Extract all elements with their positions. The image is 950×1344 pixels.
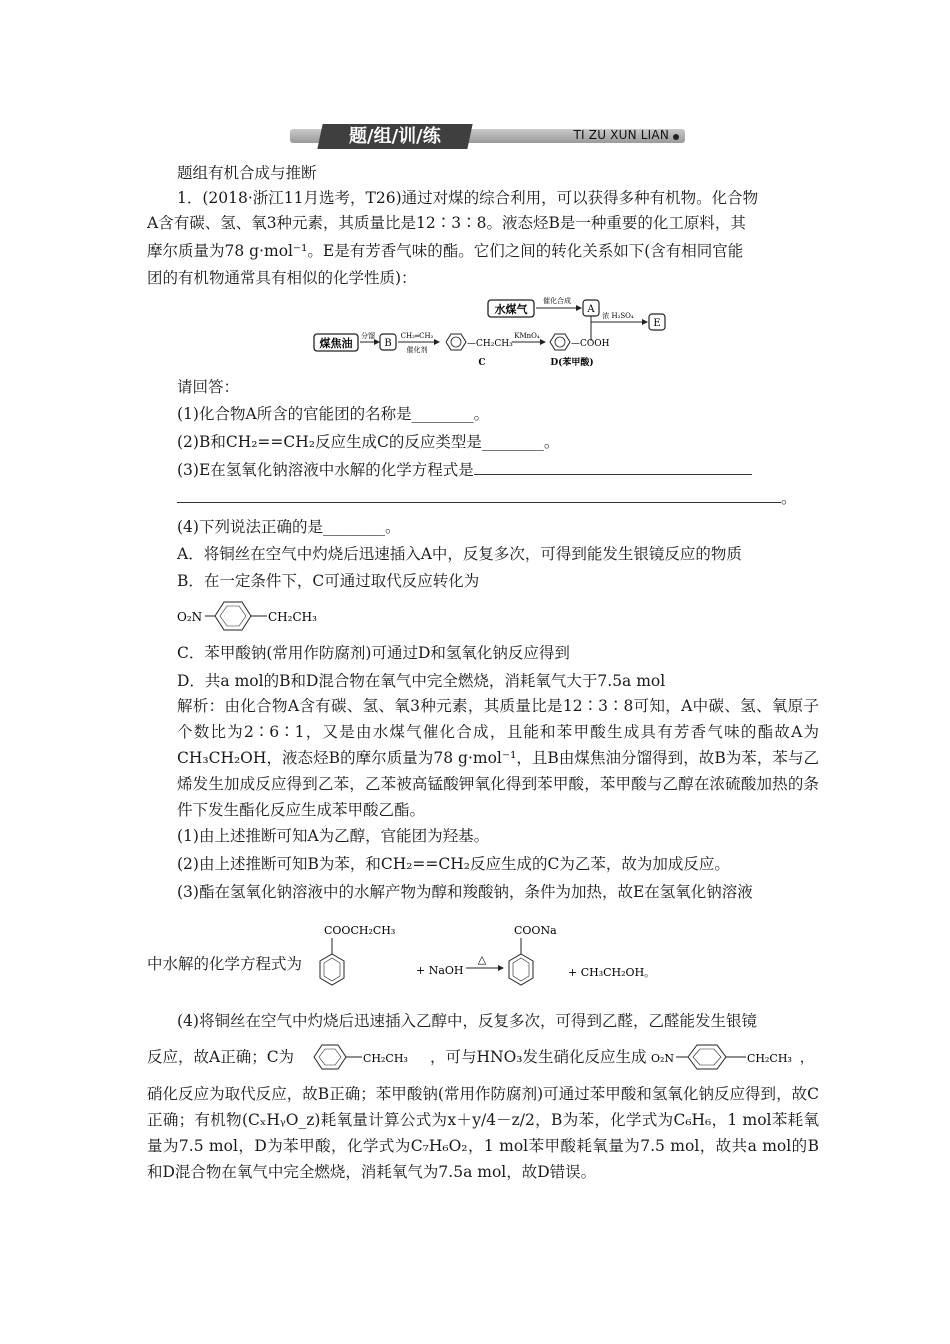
analysis-eq-prefix: 中水解的化学方程式为 <box>147 955 303 973</box>
ethyl-group-label: —CH₂CH₃ <box>467 339 513 349</box>
B-label: B <box>384 338 392 349</box>
ethyl-label: CH₂CH₃ <box>363 1052 408 1065</box>
cooh-label: —COOH <box>571 339 610 349</box>
A-label: A <box>587 304 595 315</box>
benzene-ring-icon <box>446 334 466 350</box>
benzene-inner-ring <box>319 1049 341 1065</box>
option-d: D．共a mol的B和D混合物在氧气中完全燃烧，消耗氧气大于7.5a mol <box>177 672 666 690</box>
q1-sub3-blank-2 <box>177 488 781 503</box>
E-label: E <box>653 318 661 329</box>
q1-sub3 <box>177 460 752 480</box>
option-b: B．在一定条件下，C可通过取代反应转化为 <box>177 572 480 590</box>
q1-sub3-blank <box>474 460 752 475</box>
q1-stem-line-4: 团的有机物通常具有相似的化学性质)： <box>147 269 417 287</box>
benzene-inner-ring <box>693 1049 721 1065</box>
catalytic-synthesis-label: 催化合成 <box>543 297 571 305</box>
kmno4-label: KMnO₄ <box>514 332 540 340</box>
comma: ， <box>800 1051 814 1066</box>
analysis-para-1-text: 解析：由化合物A含有碳、氢、氧3种元素，其质量比是12∶3∶8可知，A中碳、氢、氧原子个数比为2∶6∶1，又是由水煤气催化合成，且能和苯甲酸生成具有芳香气味的酯故A为CH₃CH₂OH，液态烃B的摩尔质量为78 g·mol⁻¹，且B由煤焦油分馏得到，故B为苯，苯与乙烯发生加成反应得到乙苯，乙苯被高锰酸钾氧化得到苯甲酸，苯甲酸与乙醇在浓硫酸加热的条件下发生酯化反应生成苯甲酸乙酯。 <box>177 697 819 819</box>
coal-tar-label: 煤焦油 <box>319 337 353 350</box>
analysis-p4-line1: (4)将铜丝在空气中灼烧后迅速插入乙醇中，反复多次，可得到乙醛，乙醛能发生银镜 <box>177 1012 757 1030</box>
analysis-p1: (1)由上述推断可知A为乙醇，官能团为羟基。 <box>177 827 490 845</box>
banner-title: 题/组/训/练 <box>349 126 441 147</box>
banner-title-box <box>317 124 472 149</box>
benzene-ring-icon <box>320 954 344 985</box>
ethyl-label: CH₂CH₃ <box>747 1052 792 1065</box>
q1-sub4: (4)下列说法正确的是________。 <box>177 518 401 536</box>
C-compound-label: C <box>478 358 486 368</box>
catalyst-label: 催化剂 <box>406 346 428 354</box>
conc-h2so4-label: 浓 H₂SO₄ <box>602 312 634 320</box>
arrowhead-icon <box>434 339 440 345</box>
hydrolysis-equation <box>308 916 708 1000</box>
o2n-label: O₂N <box>177 610 203 624</box>
benzene-ring-icon <box>509 954 533 985</box>
analysis-p4-line2-a: 反应，故A正确；C为 <box>147 1048 295 1066</box>
nitro-ethylbenzene-inline <box>650 1042 815 1072</box>
heat-symbol: △ <box>477 953 487 966</box>
o2n-label: O₂N <box>651 1052 675 1065</box>
arrowhead-icon <box>498 965 504 971</box>
ester-substituent: COOCH₂CH₃ <box>324 924 396 937</box>
nitro-ethylbenzene-structure <box>175 598 345 634</box>
ethylbenzene-inline <box>310 1042 430 1072</box>
benzene-ring-circle <box>555 337 565 347</box>
arrowhead-icon <box>540 339 546 345</box>
analysis-p4-rest: 硝化反应为取代反应，故B正确；苯甲酸钠(常用作防腐剂)可通过苯甲酸和氢氧化钠反应得到，故C正确；有机物(CₓHᵧO_z)耗氧量计算公式为x＋y/4－z/2，B为苯，化学式为C₆H₆，1 mol苯耗氧量为7.5 mol，D为苯甲酸，化学式为C₇H₆O₂，1 mol苯甲酸耗氧量为7.5 mol，故共a mol的B和D混合物在氧气中完全燃烧，消耗氧气为7.5a mol，故D错误。 <box>147 1085 819 1181</box>
option-c: C．苯甲酸钠(常用作防腐剂)可通过D和氢氧化钠反应得到 <box>177 644 570 662</box>
salt-substituent: COONa <box>514 924 557 937</box>
q1-sub3-line2 <box>177 488 797 508</box>
analysis-p3: (3)酯在氢氧化钠溶液中的水解产物为醇和羧酸钠，条件为加热，故E在氢氧化钠溶液 <box>177 883 753 901</box>
fractionation-label: 分馏 <box>361 332 375 340</box>
q1-stem-line-2: A含有碳、氢、氧3种元素，其质量比是12∶3∶8。液态烃B是一种重要的化工原料，其 <box>147 214 746 232</box>
benzene-ring-icon <box>688 1045 726 1069</box>
banner-subtitle: TI ZU XUN LIAN <box>573 128 669 142</box>
option-a: A．将铜丝在空气中灼烧后迅速插入A中，反复多次，可得到能发生银镜反应的物质 <box>177 545 742 563</box>
benzene-inner-ring <box>324 958 340 981</box>
arrowhead-icon <box>642 319 648 325</box>
plus-naoh: + NaOH <box>416 964 464 977</box>
q1-sub2: (2)B和CH₂==CH₂反应生成C的反应类型是________。 <box>177 433 560 451</box>
q1-stem-line-1: 1．(2018·浙江11月选考，T26)通过对煤的综合利用，可以获得多种有机物。化合物 <box>177 189 759 207</box>
water-gas-label: 水煤气 <box>494 303 528 316</box>
q1-sub1: (1)化合物A所含的官能团的名称是________。 <box>177 405 490 423</box>
analysis-p4-line2-b: ，可与HNO₃发生硝化反应生成 <box>430 1048 647 1066</box>
section-title: 题组有机合成与推断 <box>177 164 317 182</box>
q1-stem-line-3: 摩尔质量为78 g·mol⁻¹。E是有芳香气味的酯。它们之间的转化关系如下(含有相同官能 <box>147 242 744 260</box>
arrowhead-icon <box>576 305 582 311</box>
section-banner <box>290 124 685 149</box>
q1-prompt: 请回答： <box>177 378 240 396</box>
q1-sub3-text: (3)E在氢氧化钠溶液中水解的化学方程式是 <box>177 461 474 479</box>
banner-dot-icon <box>673 134 679 140</box>
benzene-inner-ring <box>220 606 246 626</box>
analysis-p2: (2)由上述推断可知B为苯，和CH₂==CH₂反应生成的C为乙苯，故为加成反应。 <box>177 855 730 873</box>
q1-sub3-end: 。 <box>781 489 797 507</box>
reaction-scheme <box>300 292 700 374</box>
analysis-para-1 <box>147 693 819 823</box>
D-compound-label: D(苯甲酸) <box>550 358 594 368</box>
benzene-ring-circle <box>451 337 461 347</box>
benzene-inner-ring <box>513 958 529 981</box>
ethyl-label: CH₂CH₃ <box>268 610 317 624</box>
plus-ethanol: + CH₃CH₂OH。 <box>568 966 656 979</box>
ethylene-label: CH₂═CH₂ <box>400 332 434 340</box>
benzene-ring-icon <box>550 334 570 350</box>
